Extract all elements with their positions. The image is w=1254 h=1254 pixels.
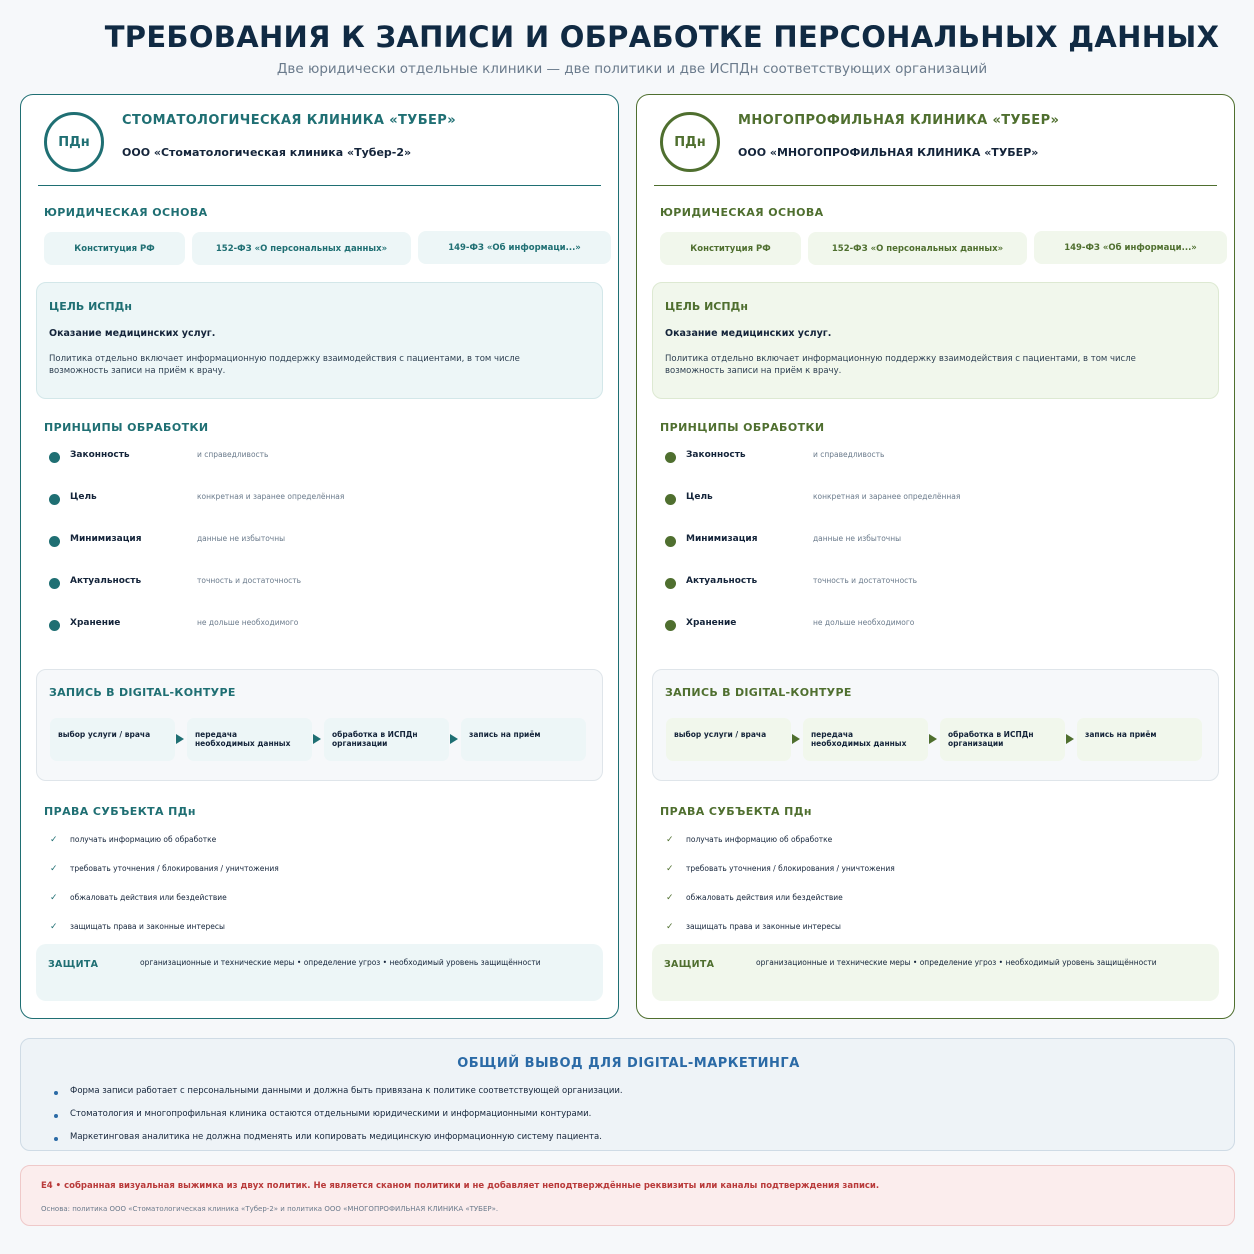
flow-step-line: организации [332, 739, 388, 748]
flow-step [803, 718, 928, 761]
legal-basis-title: ЮРИДИЧЕСКАЯ ОСНОВА [44, 206, 208, 219]
page-subtitle: Две юридически отдельные клиники — две политики и две ИСПДн соответствующих организаций [276, 61, 988, 77]
arrow-right-icon [450, 734, 458, 744]
protection-title: ЗАЩИТА [48, 959, 99, 970]
right-item: обжаловать действия или бездействие [686, 893, 843, 902]
flow-step [1077, 718, 1202, 761]
flow-step-line: необходимых данных [195, 739, 291, 748]
protection-title: ЗАЩИТА [664, 959, 715, 970]
principle-description: точность и достаточность [197, 576, 302, 585]
principle-label: Минимизация [70, 534, 142, 544]
goal-description: Политика отдельно включает информационную поддержку взаимодействия с пациентами, в том числе возможность записи на приём к врачу. [665, 354, 1136, 376]
summary-bullet-icon [54, 1114, 58, 1118]
protection-box [36, 944, 603, 1001]
goal-main: Оказание медицинских услуг. [665, 328, 832, 339]
flow-step [187, 718, 312, 761]
protection-box [652, 944, 1219, 1001]
rights-title: ПРАВА СУБЪЕКТА ПДн [44, 805, 196, 818]
flow-step-line: выбор услуги / врача [674, 730, 767, 739]
summary-item: Стоматология и многопрофильная клиника остаются отдельными юридическими и информационными контурами. [70, 1109, 592, 1119]
summary-bullet-icon [54, 1137, 58, 1141]
rights-title: ПРАВА СУБЪЕКТА ПДн [660, 805, 812, 818]
principle-label: Актуальность [70, 576, 142, 586]
page-title: ТРЕБОВАНИЯ К ЗАПИСИ И ОБРАБОТКЕ ПЕРСОНАЛЬНЫХ ДАННЫХ [104, 20, 1220, 54]
flow-step-line: выбор услуги / врача [58, 730, 151, 739]
principle-description: точность и достаточность [813, 576, 918, 585]
check-icon: ✓ [50, 835, 58, 845]
principle-description: данные не избыточны [197, 534, 286, 543]
principle-bullet-icon [49, 536, 60, 547]
flow-step [461, 718, 586, 761]
principle-description: конкретная и заранее определённая [813, 492, 961, 501]
right-item: требовать уточнения / блокирования / уничтожения [686, 864, 895, 873]
principle-label: Законность [686, 450, 746, 460]
check-icon: ✓ [50, 864, 58, 874]
protection-text: организационные и технические меры • определение угроз • необходимый уровень защищённости [756, 958, 1157, 967]
check-icon: ✓ [666, 864, 674, 874]
check-icon: ✓ [50, 893, 58, 903]
booking-flow [36, 669, 603, 781]
principles-title: ПРИНЦИПЫ ОБРАБОТКИ [44, 421, 209, 434]
legal-basis-chip: 152-ФЗ «О персональных данных» [808, 232, 1027, 265]
summary-title: ОБЩИЙ ВЫВОД ДЛЯ DIGITAL-МАРКЕТИНГА [457, 1056, 800, 1071]
arrow-right-icon [929, 734, 937, 744]
principle-description: конкретная и заранее определённая [197, 492, 345, 501]
goal-main: Оказание медицинских услуг. [49, 328, 216, 339]
principle-bullet-icon [49, 494, 60, 505]
right-item: получать информацию об обработке [686, 835, 833, 844]
clinic-name: МНОГОПРОФИЛЬНАЯ КЛИНИКА «ТУБЕР» [738, 113, 1060, 128]
right-item: требовать уточнения / блокирования / уничтожения [70, 864, 279, 873]
clinic-name: СТОМАТОЛОГИЧЕСКАЯ КЛИНИКА «ТУБЕР» [122, 113, 457, 128]
right-item: защищать права и законные интересы [70, 922, 225, 931]
clinic-legal-name: ООО «Стоматологическая клиника «Тубер-2» [122, 146, 412, 159]
summary-box [20, 1038, 1235, 1151]
flow-step [940, 718, 1065, 761]
principle-bullet-icon [49, 578, 60, 589]
goal-box [652, 282, 1219, 399]
goal-box [36, 282, 603, 399]
flow-step-line: обработка в ИСПДн [948, 730, 1034, 739]
flow-step-line: передача [811, 730, 854, 739]
disclaimer-note [20, 1165, 1235, 1226]
check-icon: ✓ [666, 835, 674, 845]
principle-bullet-icon [665, 494, 676, 505]
arrow-right-icon [313, 734, 321, 744]
principle-description: и справедливость [813, 450, 885, 459]
legal-basis-chip: Конституция РФ [660, 232, 801, 265]
right-item: получать информацию об обработке [70, 835, 217, 844]
principle-label: Цель [70, 492, 97, 502]
flow-step [324, 718, 449, 761]
flow-step-line: запись на приём [469, 730, 541, 739]
check-icon: ✓ [50, 922, 58, 932]
header-divider [654, 185, 1217, 186]
principle-description: не дольше необходимого [197, 618, 299, 627]
legal-basis-chip: Конституция РФ [44, 232, 185, 265]
arrow-right-icon [792, 734, 800, 744]
flow-step [50, 718, 175, 761]
principle-label: Законность [70, 450, 130, 460]
flow-step-line: организации [948, 739, 1004, 748]
summary-item: Маркетинговая аналитика не должна подменять или копировать медицинскую информационную систему пациента. [70, 1132, 602, 1142]
pdn-logo-icon: ПДн [660, 112, 720, 172]
pdn-logo-icon: ПДн [44, 112, 104, 172]
principle-bullet-icon [665, 578, 676, 589]
principle-label: Минимизация [686, 534, 758, 544]
goal-title: ЦЕЛЬ ИСПДн [665, 300, 748, 313]
flow-step-line: необходимых данных [811, 739, 907, 748]
goal-description: Политика отдельно включает информационную поддержку взаимодействия с пациентами, в том числе возможность записи на приём к врачу. [49, 354, 520, 376]
principle-description: не дольше необходимого [813, 618, 915, 627]
summary-item: Форма записи работает с персональными данными и должна быть привязана к политике соответствующей организации. [70, 1086, 623, 1096]
check-icon: ✓ [666, 893, 674, 903]
principle-bullet-icon [49, 620, 60, 631]
arrow-right-icon [1066, 734, 1074, 744]
flow-title: ЗАПИСЬ В DIGITAL-КОНТУРЕ [665, 686, 852, 699]
goal-title: ЦЕЛЬ ИСПДн [49, 300, 132, 313]
principle-label: Актуальность [686, 576, 758, 586]
flow-step-line: передача [195, 730, 238, 739]
flow-title: ЗАПИСЬ В DIGITAL-КОНТУРЕ [49, 686, 236, 699]
legal-basis-chip: 149-ФЗ «Об информаци...» [1034, 231, 1227, 264]
principle-label: Цель [686, 492, 713, 502]
principle-label: Хранение [70, 618, 121, 628]
protection-text: организационные и технические меры • определение угроз • необходимый уровень защищённости [140, 958, 541, 967]
principle-description: и справедливость [197, 450, 269, 459]
summary-bullet-icon [54, 1091, 58, 1095]
principle-description: данные не избыточны [813, 534, 902, 543]
disclaimer-text: E4 • собранная визуальная выжимка из двух политик. Не является сканом политики и не добавляет неподтверждённые реквизиты или каналы подтверждения записи. [41, 1181, 880, 1191]
legal-basis-title: ЮРИДИЧЕСКАЯ ОСНОВА [660, 206, 824, 219]
clinic-card-multiprofile [636, 94, 1235, 1019]
principle-bullet-icon [49, 452, 60, 463]
legal-basis-chip: 152-ФЗ «О персональных данных» [192, 232, 411, 265]
check-icon: ✓ [666, 922, 674, 932]
clinic-card-dental [20, 94, 619, 1019]
flow-step-line: запись на приём [1085, 730, 1157, 739]
flow-step-line: обработка в ИСПДн [332, 730, 418, 739]
flow-step [666, 718, 791, 761]
source-text: Основа: политика ООО «Стоматологическая клиника «Тубер-2» и политика ООО «МНОГОПРОФИЛЬНАЯ КЛИНИКА «ТУБЕР». [41, 1205, 499, 1213]
principle-bullet-icon [665, 452, 676, 463]
right-item: обжаловать действия или бездействие [70, 893, 227, 902]
arrow-right-icon [176, 734, 184, 744]
clinic-legal-name: ООО «МНОГОПРОФИЛЬНАЯ КЛИНИКА «ТУБЕР» [738, 146, 1039, 159]
right-item: защищать права и законные интересы [686, 922, 841, 931]
principles-title: ПРИНЦИПЫ ОБРАБОТКИ [660, 421, 825, 434]
principle-label: Хранение [686, 618, 737, 628]
principle-bullet-icon [665, 536, 676, 547]
booking-flow [652, 669, 1219, 781]
header-divider [38, 185, 601, 186]
legal-basis-chip: 149-ФЗ «Об информаци...» [418, 231, 611, 264]
principle-bullet-icon [665, 620, 676, 631]
